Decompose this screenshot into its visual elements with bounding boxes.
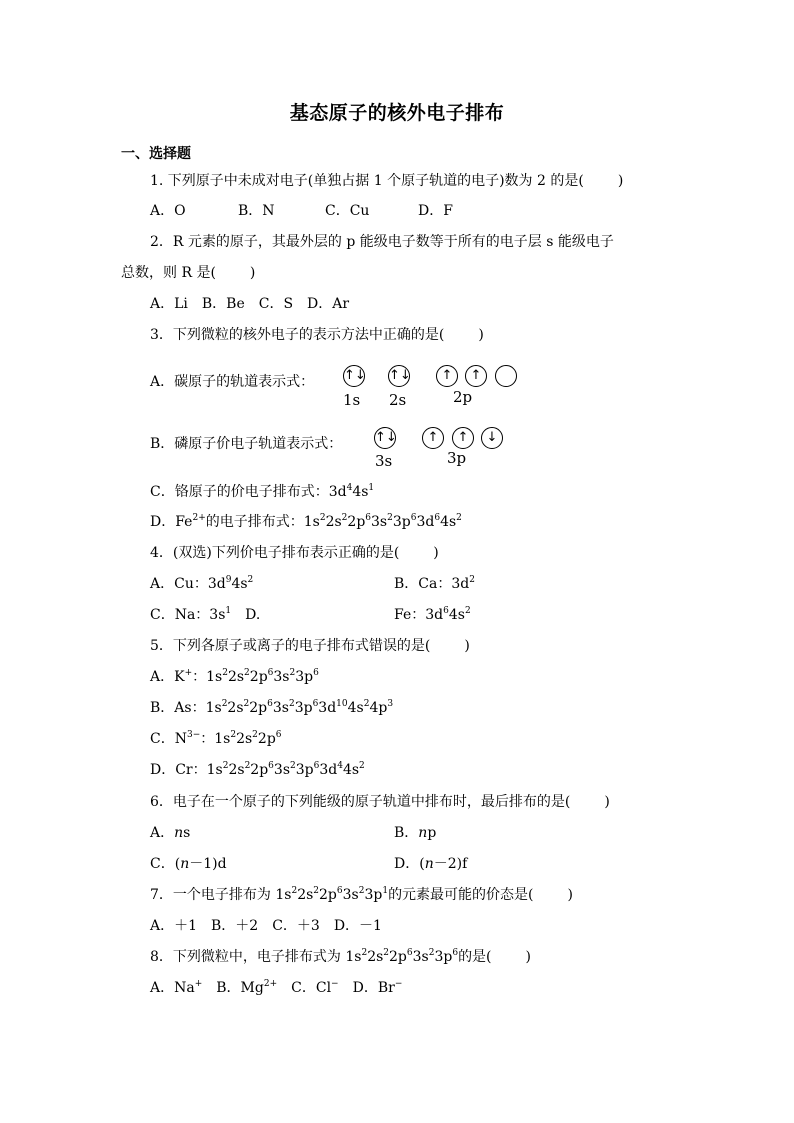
orbital-box: ↑ (422, 427, 444, 449)
paren-close: ) (249, 265, 256, 281)
formula-part: －2)f (433, 856, 468, 872)
superscript: 2 (291, 886, 298, 896)
superscript: 2 (244, 761, 251, 771)
option-d (150, 512, 462, 532)
question-stem: 3．下列微粒的核外电子的表示方法中正确的是( (150, 327, 445, 343)
option-a (150, 823, 190, 843)
orbital-box: ↑ (436, 365, 458, 387)
sublevel-label: 2p (453, 388, 473, 406)
option-label: D．( (394, 856, 425, 872)
question-7 (150, 885, 573, 905)
superscript: + (184, 668, 193, 678)
orbital-box: ↑ (465, 365, 487, 387)
orbital-box: ↑↓ (374, 427, 396, 449)
paren-close: ) (617, 173, 624, 189)
question-stem: 的是( (458, 949, 492, 965)
superscript: 6 (313, 668, 319, 678)
option-a (150, 667, 319, 687)
superscript: 6 (275, 730, 282, 740)
superscript: 4 (346, 483, 353, 493)
superscript: − (394, 979, 403, 989)
superscript: 2 (289, 668, 296, 678)
superscript: 2 (359, 761, 365, 771)
formula-part: 3p (294, 700, 313, 716)
question-stem: 7．一个电子排布为 1s (150, 887, 292, 903)
formula-part: 1s (303, 514, 320, 530)
option-text: 的电子排布式： (205, 514, 304, 530)
question-2-options: A．Li B．Be C．S D．Ar (150, 296, 350, 312)
sublevel-label: 3s (375, 452, 393, 470)
orbital-box: ↓ (481, 427, 503, 449)
formula-part: 2p (249, 669, 268, 685)
question-6 (150, 792, 610, 812)
superscript: 6 (268, 761, 274, 771)
formula-part: 2p (250, 762, 269, 778)
option-b: B．Mg (202, 980, 264, 996)
superscript: 6 (406, 948, 413, 958)
orbital-box: ↑↓ (388, 365, 410, 387)
superscript: 2 (243, 699, 250, 709)
superscript: 6 (312, 699, 319, 709)
superscript: 2 (361, 948, 368, 958)
option-d (394, 605, 471, 625)
sublevel-label: 2s (389, 391, 407, 409)
question-4 (150, 543, 439, 563)
option-c (150, 729, 282, 749)
paren-close: ) (478, 327, 484, 343)
orbital-box: ↑↓ (343, 365, 365, 387)
option-d (394, 854, 467, 874)
option-c: C．Cl (277, 980, 332, 996)
formula-part: s (183, 825, 191, 841)
option-b (394, 574, 475, 594)
paren-close: ) (464, 638, 470, 654)
option-b-label: B．磷原子价电子轨道表示式： (150, 436, 343, 452)
superscript: 2 (290, 761, 296, 771)
formula-part: 2p (257, 731, 276, 747)
formula-part: 3d (318, 700, 337, 716)
superscript: 2 (456, 513, 462, 523)
superscript: 2 (387, 513, 393, 523)
option-c: C．Cu (325, 203, 370, 219)
superscript: 6 (267, 699, 273, 709)
paren-close: ) (525, 949, 531, 965)
superscript: 6 (434, 513, 441, 523)
question-stem: 8．下列微粒中，电子排布式为 1s (150, 949, 362, 965)
option-d: D．F (418, 203, 453, 219)
superscript: 6 (267, 668, 274, 678)
page-title: 基态原子的核外电子排布 (289, 102, 505, 124)
superscript: 2 (221, 699, 228, 709)
sublevel-label: 1s (343, 391, 361, 409)
variable: n (418, 825, 428, 841)
question-stem: 5．下列各原子或离子的电子排布式错误的是( (150, 638, 431, 654)
question-stem: 的元素最可能的价态是( (388, 887, 534, 903)
option-b (394, 823, 436, 843)
superscript: 2 (358, 886, 365, 896)
option-c (150, 482, 374, 502)
option-label: C．铬原子的价电子排布式： (150, 484, 329, 500)
superscript: 2 (247, 575, 254, 585)
question-stem: 6．电子在一个原子的下列能级的原子轨道中排布时，最后排布的是( (150, 794, 571, 810)
question-2-line-1: 2．R 元素的原子，其最外层的 p 能级电子数等于所有的电子层 s 能级电子 (150, 234, 614, 250)
formula-part: 3s (273, 669, 290, 685)
formula-part: 3p (392, 514, 411, 530)
option-a: A．Na (150, 980, 195, 996)
option-label: D. (231, 607, 261, 623)
paren-close: ) (433, 545, 439, 561)
formula-part: 3p (364, 887, 383, 903)
superscript: 2 (341, 513, 348, 523)
formula-part: A．K (150, 669, 185, 685)
formula-part: 3d (416, 514, 435, 530)
superscript: − (331, 979, 339, 989)
option-b: B．N (238, 203, 275, 219)
question-5 (150, 636, 470, 656)
formula-part: －1)d (189, 856, 227, 872)
formula-part: 3p (434, 949, 453, 965)
paren-close: ) (604, 794, 610, 810)
question-8 (150, 947, 531, 967)
superscript: 1 (225, 606, 232, 616)
superscript: 6 (313, 761, 320, 771)
formula-part: 2s (236, 731, 253, 747)
superscript: 2 (288, 699, 295, 709)
superscript: 2 (222, 668, 228, 678)
formula-part: 3s (273, 762, 290, 778)
option-d: D．Br (338, 980, 395, 996)
formula-part: 3s (371, 514, 388, 530)
option-a (150, 574, 253, 594)
superscript: 1 (368, 483, 375, 493)
orbital-box (495, 365, 517, 387)
superscript: 3 (387, 699, 394, 709)
formula-part: Fe：3d (394, 607, 444, 623)
formula-part: B．As：1s (150, 700, 222, 716)
question-1 (150, 171, 623, 191)
question-1-options (150, 201, 453, 221)
formula-part: ：1s (200, 731, 231, 747)
superscript: 3− (186, 730, 201, 740)
formula-part: C．N (150, 731, 187, 747)
question-2-line-2 (121, 263, 255, 283)
superscript: 10 (336, 699, 348, 709)
superscript: 2 (464, 606, 471, 616)
option-c (150, 854, 227, 874)
variable: n (174, 825, 184, 841)
formula-part: 2s (228, 762, 245, 778)
formula-part: 3p (295, 762, 314, 778)
section-heading: 一、选择题 (121, 146, 191, 162)
formula-part: 4s (440, 514, 457, 530)
option-b (150, 698, 393, 718)
superscript: 1 (382, 886, 389, 896)
superscript: 2 (230, 730, 237, 740)
option-c (150, 605, 260, 625)
formula-part: D．Cr：1s (150, 762, 223, 778)
question-stem: 总数，则 R 是( (121, 265, 216, 281)
formula-part: p (427, 825, 437, 841)
formula-part: 3s (342, 887, 359, 903)
superscript: 2 (252, 730, 258, 740)
formula-part: 3d (319, 762, 338, 778)
formula-part: 3s (272, 700, 289, 716)
formula-part: 4s (352, 484, 369, 500)
formula-part: 2p (347, 514, 366, 530)
paren-close: ) (567, 887, 573, 903)
question-8-options (150, 978, 402, 998)
formula-part: 3d (328, 484, 347, 500)
superscript: 2 (383, 948, 390, 958)
formula-part: ：1s (192, 669, 223, 685)
variable: n (180, 856, 190, 872)
superscript: 2 (313, 886, 320, 896)
formula-part: 2s (227, 669, 245, 685)
sublevel-label: 3p (447, 449, 467, 467)
formula-part: A．Cu：3d (150, 576, 226, 592)
orbital-box: ↑ (452, 427, 474, 449)
superscript: 6 (452, 948, 459, 958)
formula-part: 2p (249, 700, 268, 716)
superscript: 2 (363, 699, 370, 709)
formula-part: B．Ca：3d (394, 576, 470, 592)
option-a: A．O (150, 203, 186, 219)
formula-part: 4s (448, 607, 465, 623)
option-d (150, 760, 365, 780)
formula-part: 4s (231, 576, 248, 592)
superscript: 6 (365, 513, 372, 523)
formula-part: 3p (295, 669, 314, 685)
formula-part: 2p (389, 949, 407, 965)
formula-part: 2s (367, 949, 384, 965)
option-a-label: A．碳原子的轨道表示式： (150, 374, 315, 390)
superscript: 2+ (192, 513, 206, 523)
formula-part: 2p (319, 887, 337, 903)
option-label: D．Fe (150, 514, 193, 530)
superscript: 2 (428, 948, 435, 958)
question-stem: 4．(双选)下列价电子排布表示正确的是( (150, 545, 400, 561)
superscript: 2 (222, 761, 229, 771)
superscript: 6 (443, 606, 449, 616)
formula-part: 2s (297, 887, 314, 903)
superscript: 4 (337, 761, 343, 771)
formula-part: 4s (347, 700, 364, 716)
formula-part: C．Na：3s (150, 607, 226, 623)
option-label: C．( (150, 856, 181, 872)
superscript: + (194, 979, 203, 989)
superscript: 6 (410, 513, 417, 523)
option-label: A． (150, 825, 175, 841)
question-stem: 1. 下列原子中未成对电子(单独占据 1 个原子轨道的电子)数为 2 的是( (150, 173, 584, 189)
variable: n (424, 856, 434, 872)
formula-part: 4p (369, 700, 388, 716)
formula-part: 4s (342, 762, 360, 778)
superscript: 2+ (263, 979, 278, 989)
formula-part: 2s (325, 514, 342, 530)
question-3 (150, 325, 484, 345)
superscript: 2 (244, 668, 250, 678)
question-7-options: A．＋1 B．＋2 C．＋3 D．－1 (150, 918, 382, 934)
formula-part: 2s (227, 700, 244, 716)
formula-part: 3s (412, 949, 429, 965)
superscript: 9 (225, 575, 232, 585)
superscript: 2 (319, 513, 326, 523)
superscript: 6 (336, 886, 343, 896)
option-label: B． (394, 825, 419, 841)
superscript: 2 (469, 575, 475, 585)
